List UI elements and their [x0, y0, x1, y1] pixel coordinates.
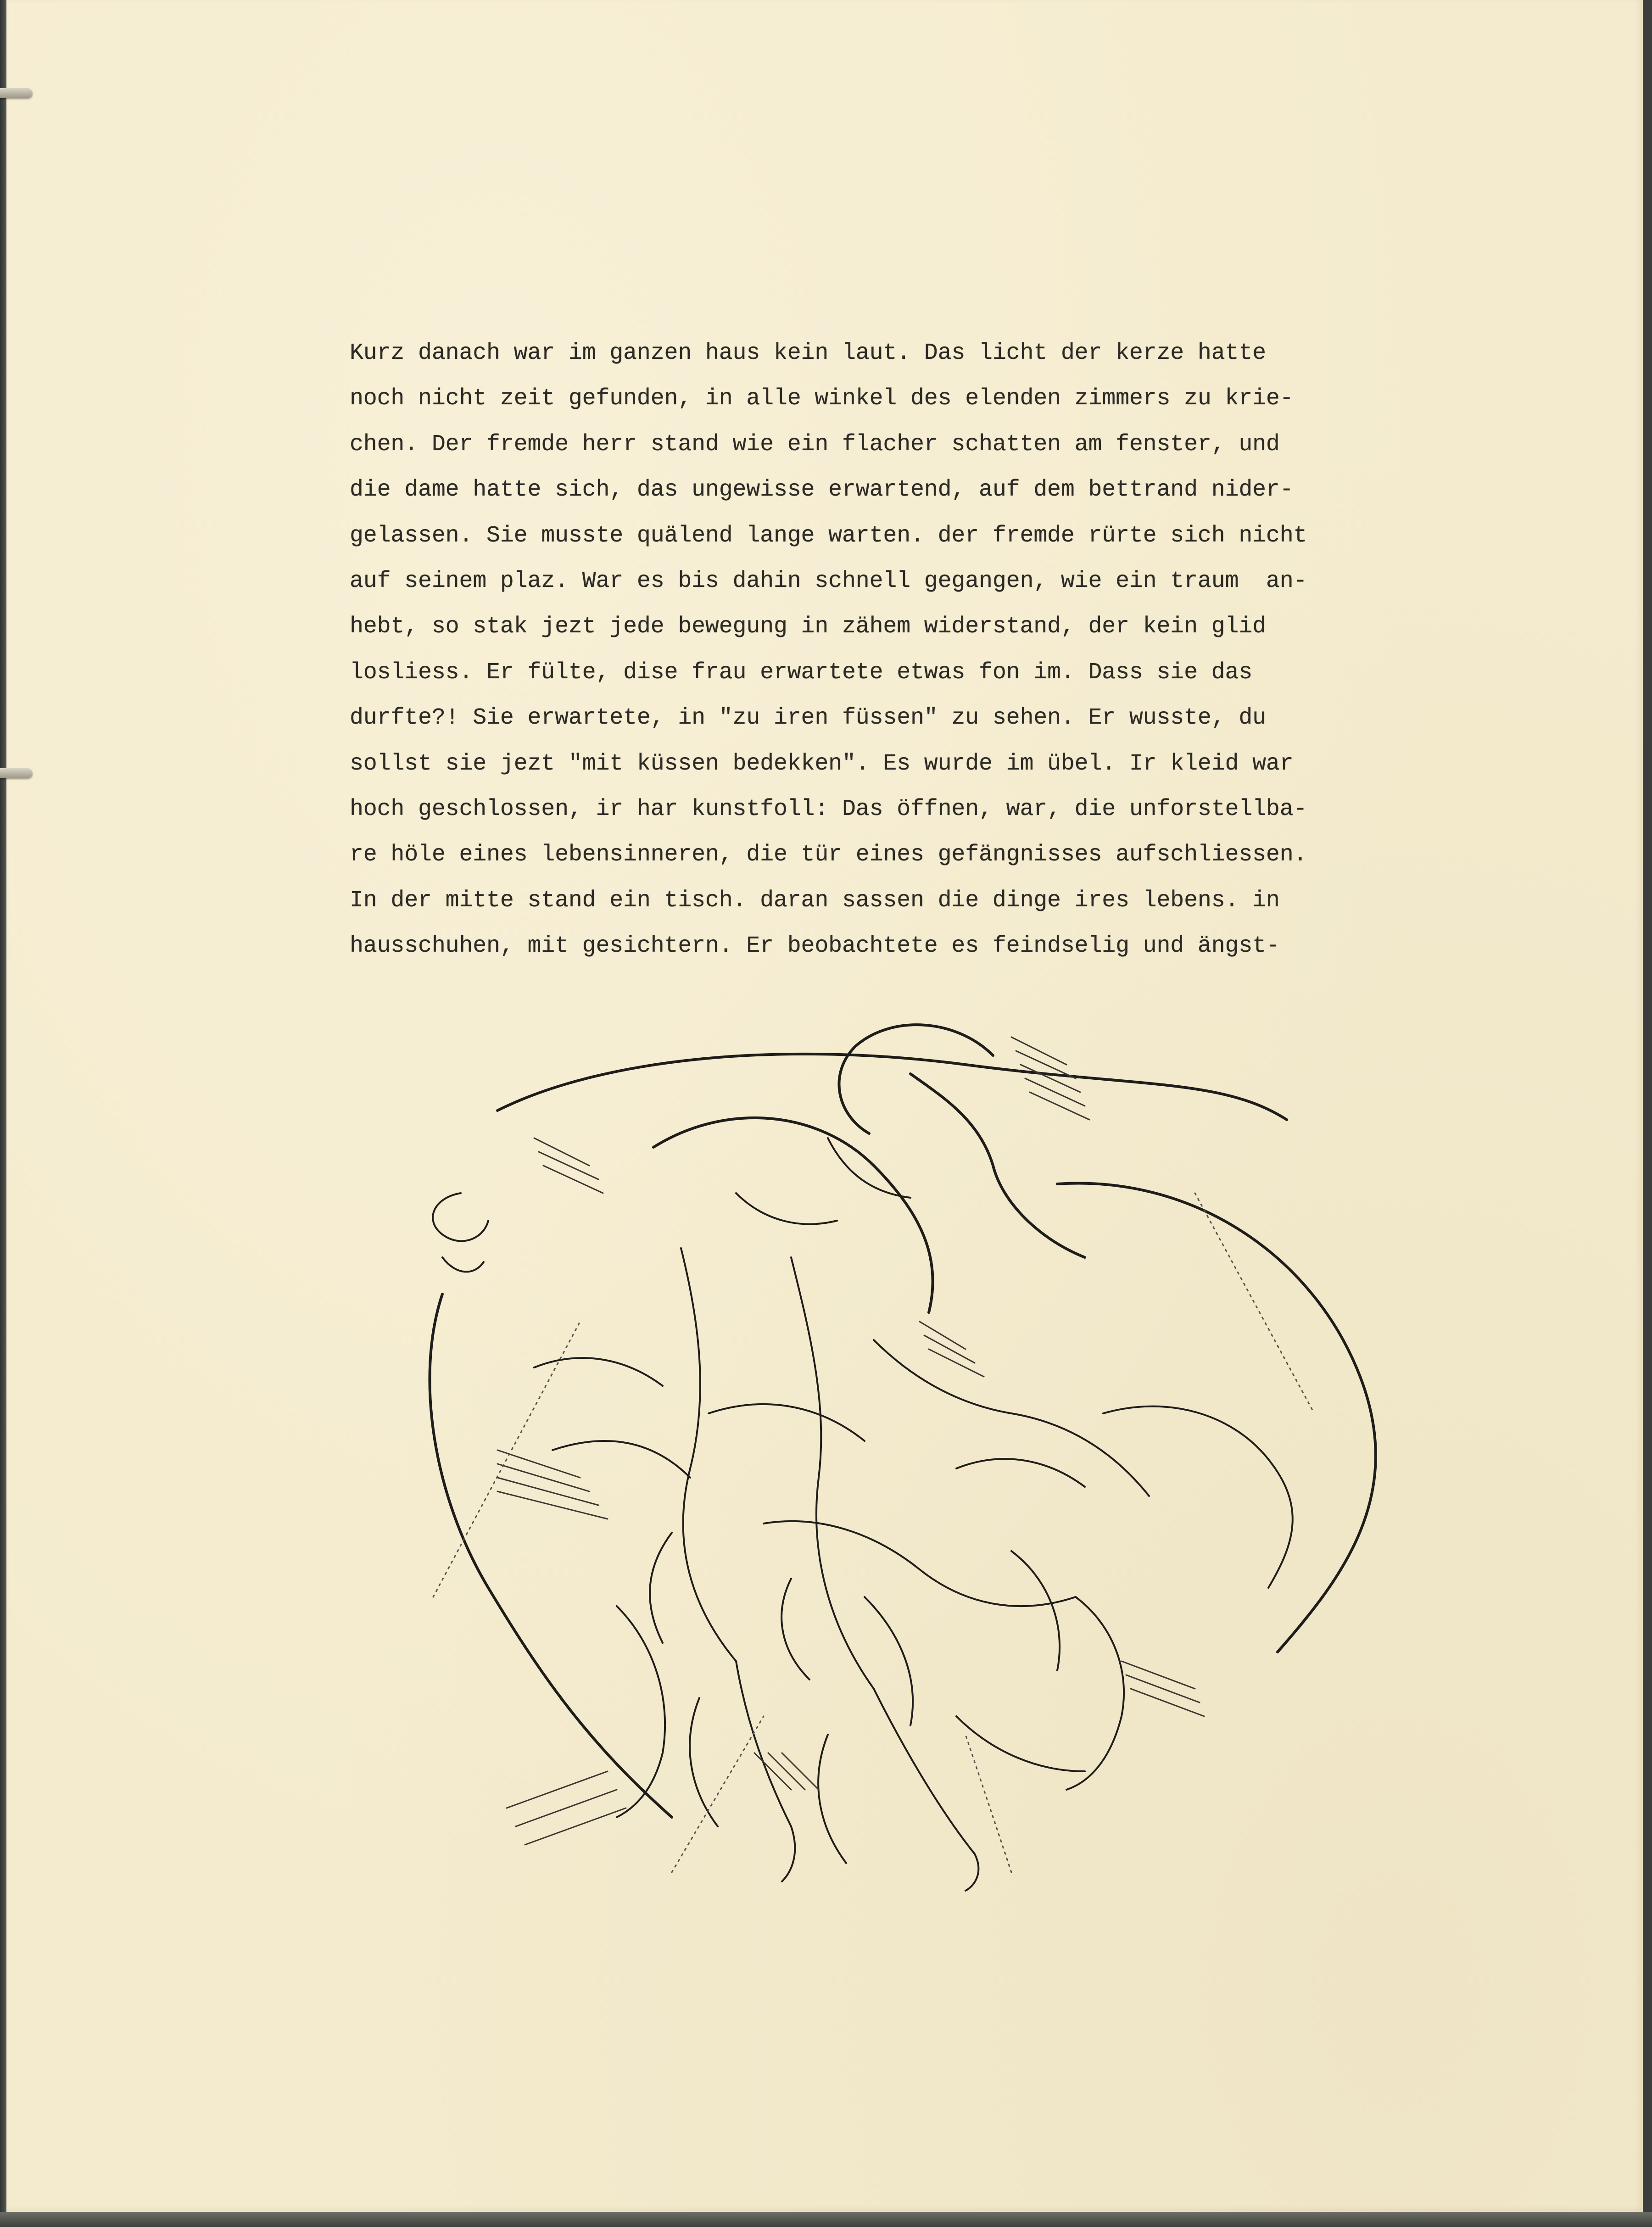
text-line: losliess. Er fülte, dise frau erwartete etwas fon im. Dass sie das — [350, 659, 1253, 686]
binding-staple — [0, 768, 32, 778]
text-line: sollst sie jezt "mit küssen bedekken". Es wurde im übel. Ir kleid war — [350, 750, 1294, 777]
text-line: hoch geschlossen, ir har kunstfoll: Das öffnen, war, die unforstellba- — [350, 796, 1307, 822]
book-page — [6, 0, 1643, 2212]
binding-staple — [0, 88, 32, 98]
text-line: re höle eines lebensinneren, die tür eines gefängnisses aufschliessen. — [350, 842, 1307, 868]
text-line: hebt, so stak jezt jede bewegung in zähem widerstand, der kein glid — [350, 614, 1266, 640]
text-line: gelassen. Sie musste quälend lange warten. der fremde rürte sich nicht — [350, 522, 1307, 549]
text-line: auf seinem plaz. War es bis dahin schnell gegangen, wie ein traum an- — [350, 568, 1307, 594]
text-line: chen. Der fremde herr stand wie ein flacher schatten am fenster, und — [350, 431, 1280, 458]
typewritten-text-block — [350, 330, 1341, 969]
sketch-svg — [415, 1000, 1415, 1955]
page-bottom-edge — [0, 2212, 1652, 2227]
text-line: In der mitte stand ein tisch. daran sassen die dinge ires lebens. in — [350, 887, 1280, 914]
text-line: die dame hatte sich, das ungewisse erwartend, auf dem bettrand nider- — [350, 477, 1294, 503]
text-line: Kurz danach war im ganzen haus kein laut. Das licht der kerze hatte — [350, 340, 1266, 366]
text-line: noch nicht zeit gefunden, in alle winkel des elenden zimmers zu krie- — [350, 385, 1294, 412]
text-line: hausschuhen, mit gesichtern. Er beobachtete es feindselig und ängst- — [350, 933, 1280, 960]
binding-edge — [0, 0, 6, 2227]
text-line: durfte?! Sie erwartete, in "zu iren füssen" zu sehen. Er wusste, du — [350, 705, 1266, 731]
ink-sketch-figures-illustration — [415, 1000, 1415, 1955]
